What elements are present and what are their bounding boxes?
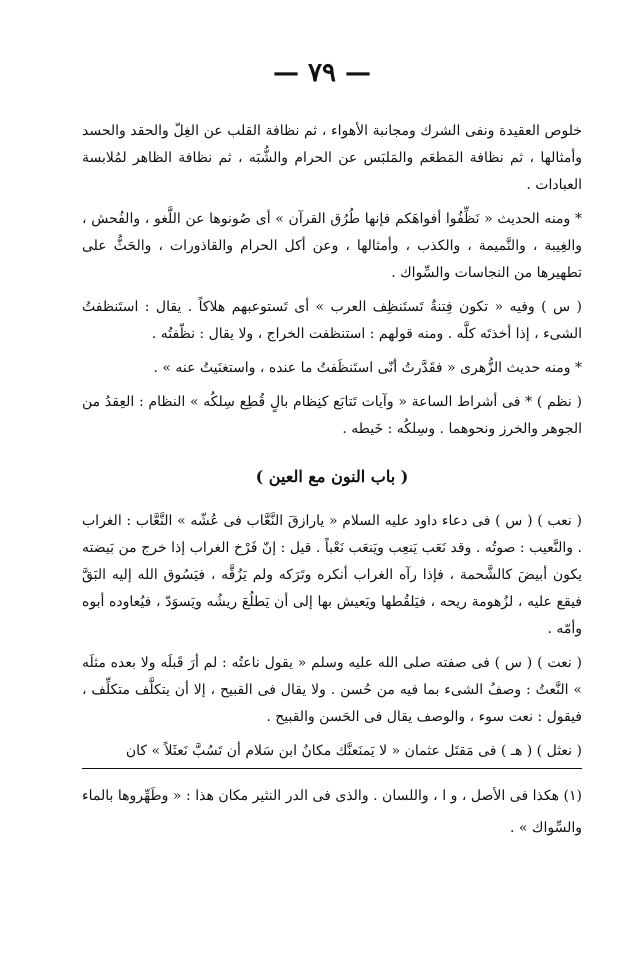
page-number: — ٧٩ — [272, 58, 372, 88]
paragraph: خلوص العقيدة ونفى الشرك ومجانبة الأهواء ، ثم نظافة القلب عن الغِلّ والحقد والحسد وأمثالها ، ثم نظافة المَطعَم والمَلبَس عن الحرام والشُّبَه ، ثم نظافة الظاهر لمُلابسة العبادات . [82, 123, 582, 193]
paragraph: * ومنه الحديث « نَظِّفُوا أفواهَكم فإنها طُرُق القرآن » أى صُونوها عن اللَّغو ، والفُحش ، والغِيبة ، والنَّميمة ، والكذب ، وأمثالها ، وعن أكل الحرام والقاذورات ، والحَثُّ على تطهيرها من النجاسات والسِّواك . [82, 211, 582, 281]
footnote-divider [82, 768, 582, 769]
paragraph: ( نظم ) * فى أشراط الساعة « وآيات تَتابَع كنِظام بالٍ قُطِع سِلكُه » النظام : العِقدُ من الجوهر والخرز ونحوهما . وسِلكُه : خَيطه . [82, 394, 582, 437]
paragraph: ( نعثل ) ( هـ ) فى مَقتَل عثمان « لا يَمنَعنَّك مكانُ ابن سَلام أن تَسُبَّ نَعثَلاً » كان [125, 743, 582, 759]
paragraph: ( نعب ) ( س ) فى دعاء داود عليه السلام « يارازقَ النَّعَّاب فى عُشّه » النَّعَّاب : الغراب . والنَّعيب : صوتُه . وقد نَعَب يَنعِب ويَنعَب نَعْباً . قيل : إنّ فَرْخ الغراب إذا خرج من بَيضته يكون أبيضَ كالشَّحمة ، فإذا رآه الغراب أنكره وتَرَكه ولم يَزُقَّه ، فيَسُوق الله إليه البَقَّ فيقع عليه ، لزُهومة ريحه ، فيَلقُطها ويَعيش بها إلى أن يَطلُعَ ريشُه ويَسوَدّ ، فيُعاوده أبوه وأمّه . [82, 513, 582, 637]
footnote-area [82, 780, 582, 844]
main-text [82, 118, 582, 765]
paragraph: ( نعت ) ( س ) فى صفته صلى الله عليه وسلم « يقول ناعتُه : لم أرَ قَبلَه ولا بعده مثلَه » النَّعتُ : وصفُ الشىء بما فيه من حُسن . ولا يقال فى القبيح ، إلا أن يتكلَّف متكلِّف ، فيقول : نعت سوء ، والوصف يقال فى الحَسن والقبيح . [82, 655, 582, 725]
chapter-heading: ( باب النون مع العين ) [255, 467, 409, 486]
footnote-text: (١) هكذا فى الأصل ، و ا ، واللسان . والذى فى الدر النثير مكان هذا : « وطَهِّروها بالماء والسِّواك » . [82, 788, 582, 836]
paragraph: ( س ) وفيه « تكون فِتنةٌ تَستَنظِف العرب » أى تَستوعبهم هلاكاً . يقال : استَنظفتُ الشىء ، إذا أخذتَه كلَّه . ومنه قولهم : استنظفت الخراج ، ولا يقال : نظّفتُه . [82, 299, 582, 342]
paragraph: * ومنه حديث الزُّهرى « فقَدَّرتُ أنّى استَنظَفتُ ما عنده ، واستغنَيتُ عنه » . [153, 360, 582, 376]
